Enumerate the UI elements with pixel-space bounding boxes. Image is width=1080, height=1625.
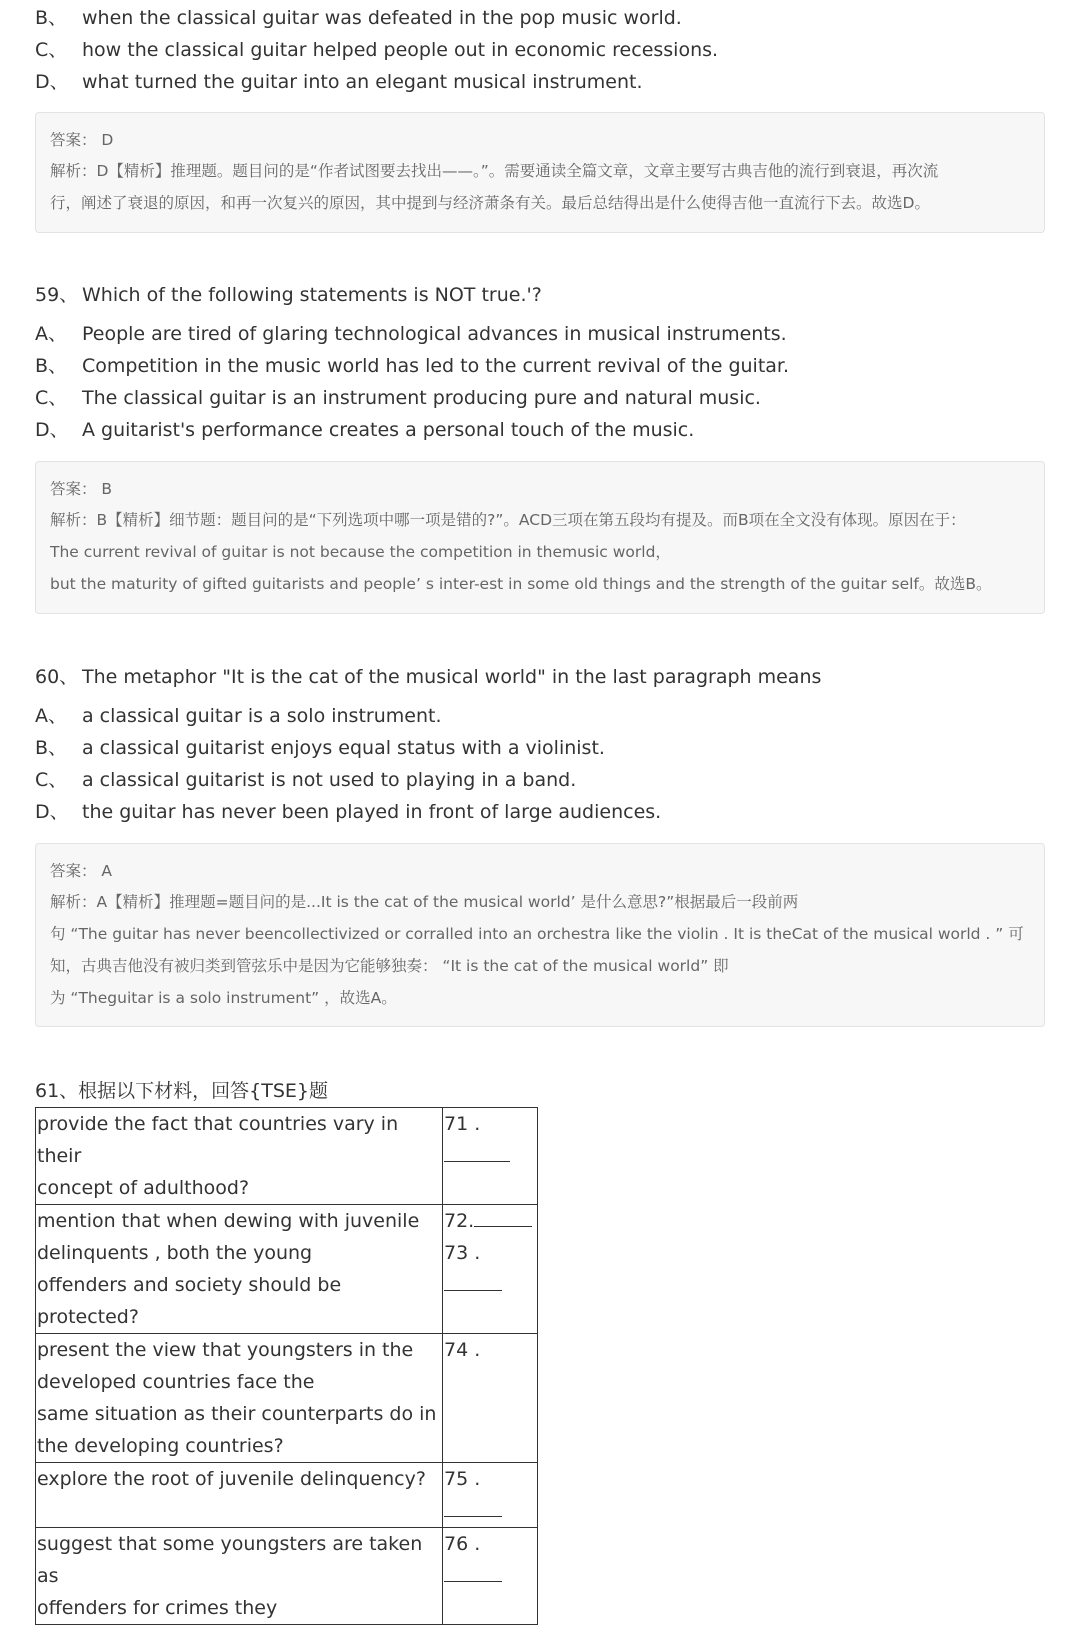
- option-b[interactable]: [35, 2, 718, 34]
- table-cell-answer[interactable]: [443, 1463, 538, 1528]
- question-61-title: 61、根据以下材料，回答{TSE}题: [35, 1080, 329, 1102]
- option-label: C、: [35, 39, 68, 61]
- option-text: when the classical guitar was defeated in the pop music world.: [82, 7, 682, 29]
- analysis-line: The current revival of guitar is not because the competition in themusic world，: [50, 543, 671, 561]
- option-label: B、: [35, 737, 68, 759]
- option-text: The classical guitar is an instrument producing pure and natural music.: [82, 387, 761, 409]
- question-58: [35, 2, 718, 98]
- answer-blank[interactable]: [444, 1269, 537, 1301]
- table-cell-answer[interactable]: [443, 1108, 538, 1205]
- cell-line: the developing countries?: [37, 1435, 284, 1457]
- answer-blank[interactable]: [444, 1495, 537, 1527]
- answer-label: 答案： A: [50, 862, 113, 880]
- option-a[interactable]: [35, 318, 789, 350]
- answer-box-58: [35, 112, 1045, 233]
- table-cell-question: [36, 1528, 443, 1625]
- table-cell-answer[interactable]: [443, 1528, 538, 1625]
- option-label: D、: [35, 71, 69, 93]
- table-row: [36, 1205, 538, 1334]
- option-label: C、: [35, 769, 68, 791]
- question-60: [35, 661, 821, 828]
- answer-blank[interactable]: [444, 1560, 537, 1592]
- cell-line: suggest that some youngsters are taken as: [37, 1533, 423, 1587]
- answer-number: 73 .: [444, 1242, 481, 1264]
- question-text: Which of the following statements is NOT true.'?: [82, 284, 542, 306]
- answer-label: 答案： D: [50, 131, 114, 149]
- question-text: The metaphor "It is the cat of the musical world" in the last paragraph means: [82, 666, 822, 688]
- option-d[interactable]: [35, 414, 789, 446]
- answer-blank[interactable]: [444, 1205, 537, 1237]
- option-text: a classical guitarist enjoys equal status with a violinist.: [82, 737, 605, 759]
- answer-number: 74 .: [444, 1339, 481, 1361]
- table-row: [36, 1334, 538, 1463]
- table-row: [36, 1463, 538, 1528]
- analysis-line: 行，阐述了衰退的原因，和再一次复兴的原因，其中提到与经济萧条有关。最后总结得出是什么使得吉他一直流行下去。故选D。: [50, 194, 930, 212]
- analysis-line: 解析：D【精析】推理题。题目问的是“作者试图要去找出——。”。需要通读全篇文章，文章主要写古典吉他的流行到衰退，再次流: [50, 162, 939, 180]
- option-b[interactable]: [35, 350, 789, 382]
- option-text: People are tired of glaring technological advances in musical instruments.: [82, 323, 787, 345]
- table-cell-question: [36, 1205, 443, 1334]
- table-row: [36, 1528, 538, 1625]
- option-b[interactable]: [35, 732, 821, 764]
- table-cell-answer[interactable]: [443, 1205, 538, 1334]
- answer-number: 75 .: [444, 1468, 481, 1490]
- analysis-line: 解析：B【精析】细节题：题目问的是“下列选项中哪一项是错的?”。ACD三项在第五段均有提及。而B项在全文没有体现。原因在于：: [50, 511, 966, 529]
- answer-number: 71 .: [444, 1113, 481, 1135]
- answer-number: 72.: [444, 1210, 475, 1232]
- cell-line: explore the root of juvenile delinquency?: [37, 1468, 426, 1490]
- cell-line: provide the fact that countries vary in their: [37, 1113, 399, 1167]
- answer-label: 答案： B: [50, 480, 113, 498]
- answer-box-60: [35, 843, 1045, 1027]
- option-text: what turned the guitar into an elegant musical instrument.: [82, 71, 643, 93]
- cell-line: developed countries face the: [37, 1371, 315, 1393]
- option-label: D、: [35, 419, 69, 441]
- tse-table: [35, 1107, 538, 1625]
- cell-line: mention that when dewing with juvenile: [37, 1210, 420, 1232]
- analysis-line: 解析：A【精析】推理题=题目问的是...It is the cat of the musical world’ 是什么意思?”根据最后一段前两: [50, 893, 799, 911]
- option-label: D、: [35, 801, 69, 823]
- option-text: a classical guitarist is not used to playing in a band.: [82, 769, 577, 791]
- option-label: A、: [35, 705, 67, 727]
- option-c[interactable]: [35, 34, 718, 66]
- option-text: the guitar has never been played in front of large audiences.: [82, 801, 662, 823]
- answer-number: 76 .: [444, 1533, 481, 1555]
- question-number: 59、: [35, 284, 79, 306]
- option-text: how the classical guitar helped people out in economic recessions.: [82, 39, 719, 61]
- table-cell-question: [36, 1463, 443, 1528]
- option-d[interactable]: [35, 796, 821, 828]
- option-label: B、: [35, 355, 68, 377]
- question-title: [35, 661, 821, 693]
- option-c[interactable]: [35, 764, 821, 796]
- table-cell-answer[interactable]: [443, 1334, 538, 1463]
- answer-box-59: [35, 461, 1045, 614]
- cell-line: concept of adulthood?: [37, 1177, 250, 1199]
- option-label: B、: [35, 7, 68, 29]
- cell-line: offenders for crimes they: [37, 1597, 278, 1619]
- analysis-line: 为 “Theguitar is a solo instrument” ，故选A。: [50, 989, 397, 1007]
- option-label: C、: [35, 387, 68, 409]
- analysis-line: 知，古典吉他没有被归类到管弦乐中是因为它能够独奏： “It is the cat of the musical world” 即: [50, 957, 729, 975]
- question-number: 60、: [35, 666, 79, 688]
- table-cell-question: [36, 1108, 443, 1205]
- analysis-line: but the maturity of gifted guitarists and people’ s inter-est in some old things and the strength of the guitar self。故选B。: [50, 575, 992, 593]
- table-cell-question: [36, 1334, 443, 1463]
- cell-line: delinquents , both the young: [37, 1242, 313, 1264]
- question-59: [35, 279, 789, 446]
- option-text: a classical guitar is a solo instrument.: [82, 705, 442, 727]
- answer-blank[interactable]: [444, 1140, 537, 1172]
- option-d[interactable]: [35, 66, 718, 98]
- table-row: [36, 1108, 538, 1205]
- option-c[interactable]: [35, 382, 789, 414]
- option-a[interactable]: [35, 700, 821, 732]
- question-title: [35, 279, 789, 311]
- option-text: Competition in the music world has led to the current revival of the guitar.: [82, 355, 790, 377]
- cell-line: offenders and society should be protected?: [37, 1274, 342, 1328]
- option-text: A guitarist's performance creates a personal touch of the music.: [82, 419, 695, 441]
- cell-line: same situation as their counterparts do in: [37, 1403, 437, 1425]
- option-label: A、: [35, 323, 67, 345]
- analysis-line: 句 “The guitar has never beencollectivized or corralled into an orchestra like the violin . It is theCat of the musical world . ” 可: [50, 925, 1024, 943]
- cell-line: present the view that youngsters in the: [37, 1339, 414, 1361]
